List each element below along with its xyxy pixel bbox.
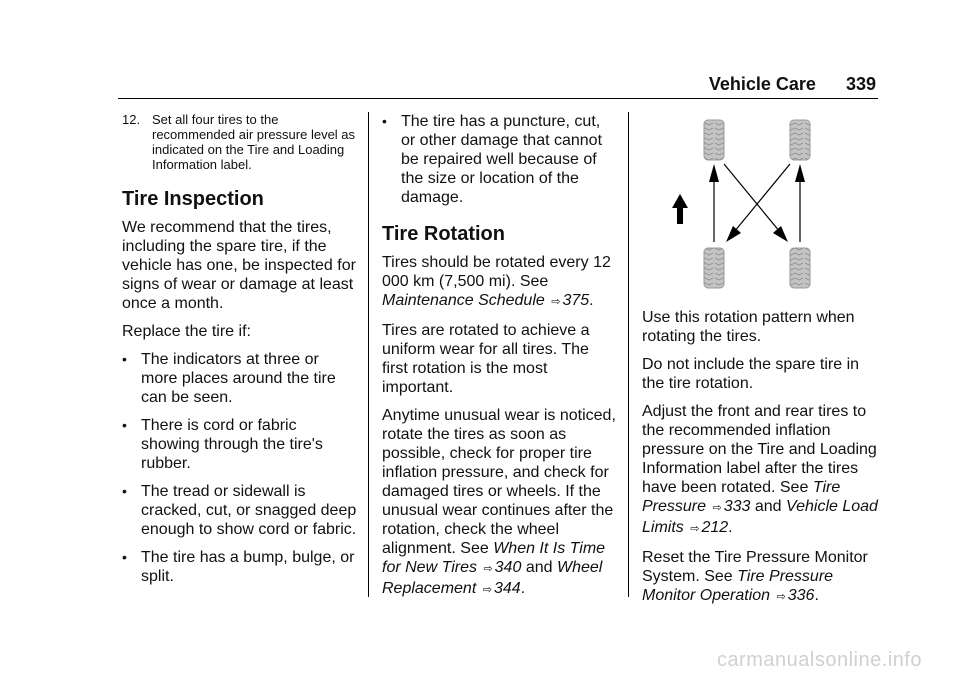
replace-conditions-list-continued	[382, 112, 618, 207]
rear-right-to-front-right-arrow-icon	[795, 164, 805, 242]
list-item-text: The indicators at three or more places around the tire can be seen.	[141, 351, 336, 406]
list-item	[122, 482, 358, 539]
front-left-tire-icon	[704, 120, 724, 160]
list-item-text: The tire has a puncture, cut, or other damage that cannot be repaired well because of the size or location of the damage.	[401, 113, 603, 206]
bullet-icon: •	[122, 417, 127, 433]
tpms-operation-link[interactable]: Tire Pressure Monitor Operation	[642, 568, 834, 604]
column-3	[642, 112, 878, 616]
tire-pressure-link[interactable]: Tire Pressure	[642, 479, 841, 515]
new-tires-link[interactable]: When It Is Time for New Tires	[382, 540, 606, 576]
list-item	[122, 548, 358, 586]
vehicle-load-limits-page[interactable]: 212	[701, 519, 729, 536]
inspection-paragraph: We recommend that the tires, including the spare tire, if the vehicle has one, be inspected for signs of wear or damage at least once a month.	[122, 219, 356, 312]
reset-tpms-paragraph: Reset the Tire Pressure Monitor System. See Tire Pressure Monitor Operation ⇨ 336.	[642, 549, 868, 604]
step-12	[122, 112, 358, 172]
list-item-text: There is cord or fabric showing through the tire's rubber.	[141, 417, 323, 472]
maintenance-schedule-link[interactable]: Maintenance Schedule	[382, 292, 545, 309]
replace-conditions-list	[122, 350, 358, 586]
rear-left-to-front-left-arrow-icon	[709, 164, 719, 242]
tire-rotation-diagram	[642, 112, 878, 302]
wheel-replacement-link[interactable]: Wheel Replacement	[382, 559, 603, 597]
rotation-interval-text: Tires should be rotated every 12 000 km (7,500 mi). See	[382, 254, 611, 290]
column-1	[122, 112, 358, 595]
step-text: Set all four tires to the recommended air pressure level as indicated on the Tire and Loading Information label.	[152, 112, 356, 172]
rotation-pattern-paragraph: Use this rotation pattern when rotating the tires.	[642, 309, 855, 345]
rear-left-tire-icon	[704, 248, 724, 288]
column-divider-2	[628, 112, 629, 597]
bullet-icon: •	[122, 549, 127, 565]
header-rule	[118, 98, 878, 99]
page-ref-arrow-icon: ⇨	[483, 563, 493, 575]
and-text: and	[525, 559, 553, 576]
front-right-tire-icon	[790, 120, 810, 160]
new-tires-page[interactable]: 340	[494, 559, 522, 576]
wheel-replacement-page[interactable]: 344	[493, 580, 521, 597]
list-item-text: The tread or sidewall is cracked, cut, or snagged deep enough to show cord or fabric.	[141, 483, 357, 538]
tire-rotation-heading: Tire Rotation	[382, 223, 505, 245]
list-item	[122, 416, 358, 473]
spare-tire-paragraph: Do not include the spare tire in the tire rotation.	[642, 356, 860, 392]
list-item	[122, 350, 358, 407]
bullet-icon: •	[382, 113, 387, 129]
maintenance-schedule-page[interactable]: 375	[562, 292, 590, 309]
forward-direction-arrow-icon	[672, 194, 688, 224]
unusual-wear-paragraph: Anytime unusual wear is noticed, rotate the tires as soon as possible, check for proper tire inflation pressure, and check for damaged tires or wheels. If the unusual wear continues after the rotation, check the wheel alignment. See When It Is Time for New Tires ⇨ 340 and Wheel Replacement ⇨ 344.	[382, 407, 616, 597]
rotation-pattern-svg	[642, 112, 878, 302]
step-number: 12.	[122, 112, 141, 127]
unusual-wear-text: Anytime unusual wear is noticed, rotate the tires as soon as possible, check for proper tire inflation pressure, and check for damaged tires or wheels. If the unusual wear continues after the rotation, check the wheel alignment. See	[382, 407, 616, 557]
column-2	[382, 112, 618, 609]
section-title: Vehicle Care	[708, 74, 816, 94]
page-number: 339	[845, 74, 876, 94]
bullet-icon: •	[122, 351, 127, 367]
reset-tpms-text: Reset the Tire Pressure Monitor System. See	[642, 549, 868, 585]
rotation-interval-paragraph: Tires should be rotated every 12 000 km (7,500 mi). See Maintenance Schedule ⇨ 375.	[382, 254, 611, 309]
watermark: carmanualsonline.info	[716, 649, 922, 671]
adjust-pressure-paragraph: Adjust the front and rear tires to the recommended inflation pressure on the Tire and Loading Information label after the tires have been rotated. See Tire Pressure ⇨ 333 and Vehicle Load Limits ⇨ 212.	[642, 403, 878, 536]
tpms-operation-page[interactable]: 336	[787, 587, 815, 604]
adjust-pressure-text: Adjust the front and rear tires to the recommended inflation pressure on the Tire and Loading Information label after the tires have been rotated. See	[642, 403, 877, 496]
page-ref-arrow-icon: ⇨	[690, 523, 700, 535]
list-item-text: The tire has a bump, bulge, or split.	[141, 549, 355, 585]
tire-pressure-page[interactable]: 333	[723, 498, 751, 515]
column-divider-1	[368, 112, 369, 597]
bullet-icon: •	[122, 483, 127, 499]
page-ref-arrow-icon: ⇨	[712, 502, 722, 514]
page-ref-arrow-icon: ⇨	[776, 591, 786, 603]
tire-inspection-heading: Tire Inspection	[122, 188, 264, 210]
vehicle-load-limits-link[interactable]: Vehicle Load Limits	[642, 498, 878, 536]
rotation-purpose-paragraph: Tires are rotated to achieve a uniform wear for all tires. The first rotation is the most important.	[382, 322, 590, 396]
page-ref-arrow-icon: ⇨	[551, 296, 561, 308]
page-header	[709, 74, 876, 95]
and-text: and	[754, 498, 782, 515]
page-ref-arrow-icon: ⇨	[482, 584, 492, 596]
list-item	[382, 112, 618, 207]
replace-intro: Replace the tire if:	[122, 323, 251, 340]
rear-right-tire-icon	[790, 248, 810, 288]
